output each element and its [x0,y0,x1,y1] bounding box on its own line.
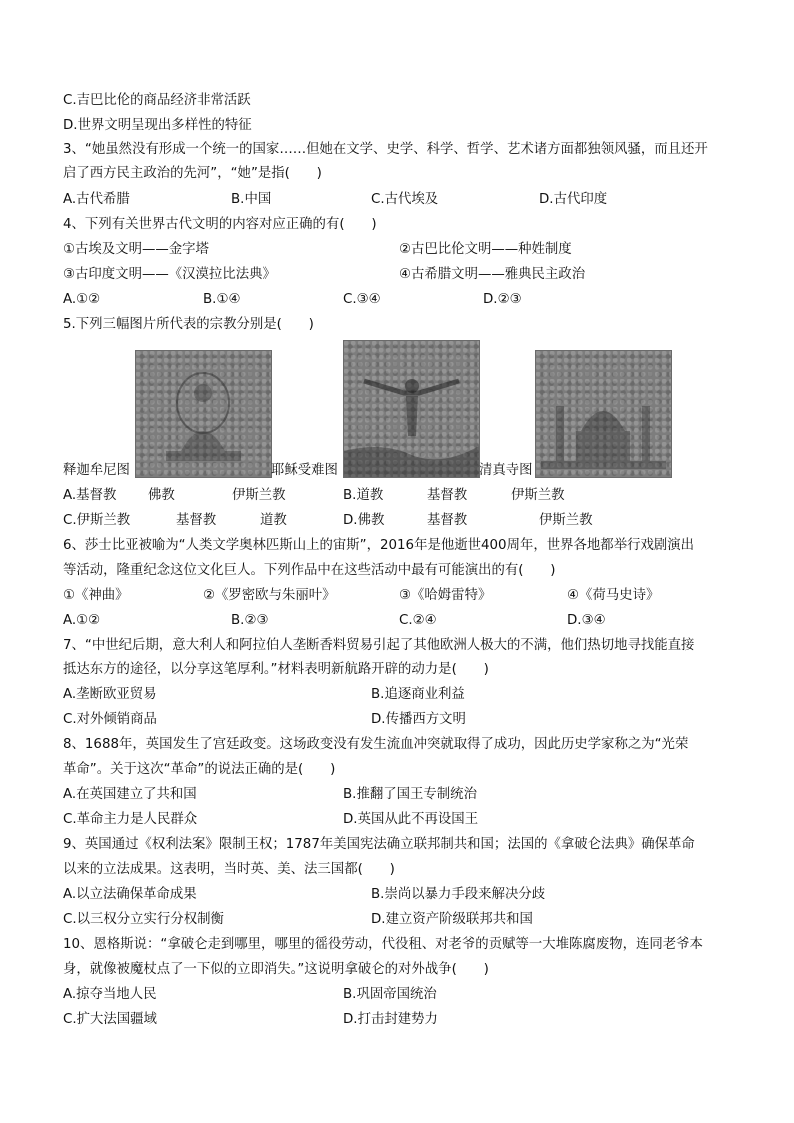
q9-option-c[interactable]: C.以三权分立实行分权制衡 [63,912,224,927]
question-10-line1: 10、恩格斯说：“拿破仑走到哪里，哪里的徭役劳动，代役租、对老爷的贡赋等一大堆陈腐废物，连同老爷本 [63,937,703,952]
question-8-line1: 8、1688年，英国发生了宫廷政变。这场政变没有发生流血冲突就取得了成功，因此历史学家称之为“光荣 [63,737,689,752]
q10-option-c[interactable]: C.扩大法国疆域 [63,1012,157,1027]
question-6-line2: 等活动，隆重纪念这位文化巨人。下列作品中在这些活动中最有可能演出的有( ) [63,563,556,578]
question-5: 5.下列三幅图片所代表的宗教分别是( ) [63,317,314,332]
q6-item-3: ③《哈姆雷特》 [399,588,492,603]
q3-option-b[interactable]: B.中国 [231,192,272,207]
q3-option-c[interactable]: C.古代埃及 [371,192,439,207]
q4-option-a[interactable]: A.①② [63,292,101,307]
q3-option-a[interactable]: A.古代希腊 [63,192,130,207]
q10-option-b[interactable]: B.巩固帝国统治 [343,987,437,1002]
q4-item-2: ②古巴比伦文明——种姓制度 [399,242,572,257]
option-c-prev: C.吉巴比伦的商品经济非常活跃 [63,93,251,108]
q5-option-c-third: 道教 [260,513,287,528]
q6-item-1: ①《神曲》 [63,588,129,603]
q6-item-2: ②《罗密欧与朱丽叶》 [203,588,336,603]
q5-option-d-second: 基督教 [427,513,468,528]
image-caption-mosque: 清真寺图 [479,463,533,478]
crucifixion-figure-icon [344,341,479,477]
q4-item-3: ③古印度文明——《汉漠拉比法典》 [63,267,276,282]
q4-item-4: ④古希腊文明——雅典民主政治 [399,267,586,282]
q7-option-a[interactable]: A.垄断欧亚贸易 [63,687,157,702]
q8-option-c[interactable]: C.革命主力是人民群众 [63,812,198,827]
question-4: 4、下列有关世界古代文明的内容对应正确的有( ) [63,217,377,232]
q4-item-1: ①古埃及文明——金字塔 [63,242,209,257]
question-6-line1: 6、莎士比亚被喻为“人类文学奥林匹斯山上的宙斯”，2016年是他逝世400周年，世界各地都举行戏剧演出 [63,538,695,553]
q5-option-b-second: 基督教 [427,488,468,503]
image-caption-jesus: 耶稣受难图 [271,463,338,478]
mosque-image [535,350,672,478]
q9-option-b[interactable]: B.崇尚以暴力手段来解决分歧 [371,887,546,902]
q8-option-b[interactable]: B.推翻了国王专制统治 [343,787,477,802]
q5-option-a-third: 伊斯兰教 [232,488,286,503]
q5-option-d[interactable]: D.佛教 [343,513,385,528]
q5-option-c-second: 基督教 [176,513,217,528]
q6-option-a[interactable]: A.①② [63,613,101,628]
option-d-prev: D.世界文明呈现出多样性的特征 [63,118,252,133]
q8-option-d[interactable]: D.英国从此不再设国王 [343,812,479,827]
q5-option-b-third: 伊斯兰教 [511,488,565,503]
q5-option-c[interactable]: C.伊斯兰教 [63,513,131,528]
question-3-line2: 启了西方民主政治的先河”，“她”是指( ) [63,166,322,181]
question-7-line2: 抵达东方的途径，以分享这笔厚利。”材料表明新航路开辟的动力是( ) [63,662,489,677]
crucifixion-image [343,340,480,478]
q4-option-d[interactable]: D.②③ [483,292,522,307]
q4-option-c[interactable]: C.③④ [343,292,381,307]
question-10-line2: 身，就像被魔杖点了一下似的立即消失。”这说明拿破仑的对外战争( ) [63,962,489,977]
q10-option-d[interactable]: D.打击封建势力 [343,1012,438,1027]
question-8-line2: 革命”。关于这次“革命”的说法正确的是( ) [63,762,336,777]
q5-option-a-second: 佛教 [148,488,175,503]
q5-option-b[interactable]: B.道教 [343,488,384,503]
q6-item-4: ④《荷马史诗》 [567,588,660,603]
q6-option-d[interactable]: D.③④ [567,613,606,628]
q9-option-a[interactable]: A.以立法确保革命成果 [63,887,197,902]
q4-option-b[interactable]: B.①④ [203,292,241,307]
q7-option-b[interactable]: B.追逐商业利益 [371,687,465,702]
question-9-line2: 以来的立法成果。这表明，当时英、美、法三国都( ) [63,862,395,877]
q3-option-d[interactable]: D.古代印度 [539,192,608,207]
q5-option-d-third: 伊斯兰教 [539,513,593,528]
question-3-line1: 3、“她虽然没有形成一个统一的国家……但她在文学、史学、科学、哲学、艺术诸方面都独领风骚，而且还开 [63,142,708,157]
q6-option-b[interactable]: B.②③ [231,613,269,628]
q5-option-a[interactable]: A.基督教 [63,488,117,503]
question-7-line1: 7、“中世纪后期，意大利人和阿拉伯人垄断香料贸易引起了其他欧洲人极大的不满，他们热切地寻找能直接 [63,638,695,653]
q6-option-c[interactable]: C.②④ [399,613,437,628]
q7-option-c[interactable]: C.对外倾销商品 [63,712,157,727]
q10-option-a[interactable]: A.掠夺当地人民 [63,987,157,1002]
q7-option-d[interactable]: D.传播西方文明 [371,712,466,727]
buddha-image [135,350,272,478]
q9-option-d[interactable]: D.建立资产阶级联邦共和国 [371,912,533,927]
image-caption-buddha: 释迦牟尼图 [63,463,130,478]
q8-option-a[interactable]: A.在英国建立了共和国 [63,787,197,802]
buddha-figure-icon [136,351,271,477]
mosque-figure-icon [536,351,671,477]
question-9-line1: 9、英国通过《权利法案》限制王权；1787年美国宪法确立联邦制共和国；法国的《拿破仑法典》确保革命 [63,837,695,852]
